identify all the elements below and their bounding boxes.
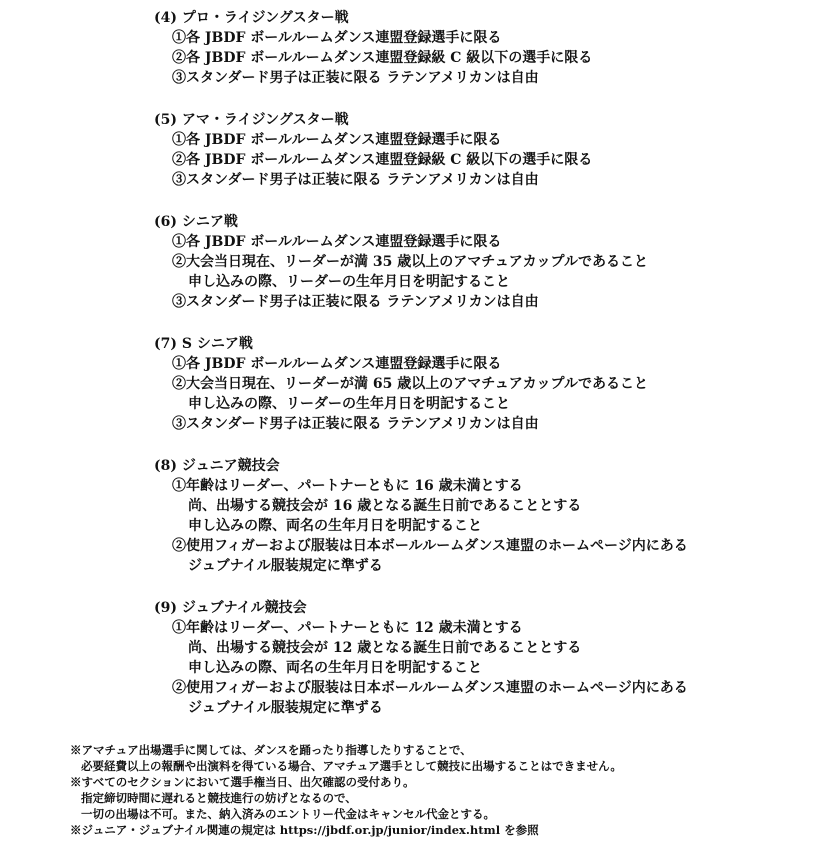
section-item: ②使用フィガーおよび服装は日本ボールルームダンス連盟のホームページ内にある <box>172 680 688 696</box>
section-item: ①年齢はリーダー、パートナーともに 16 歳未満とする <box>172 478 523 494</box>
note-line-indented: 一切の出場は不可。また、納入済みのエントリー代金はキャンセル代金とする。 <box>81 807 495 821</box>
section-item: ③スタンダード男子は正装に限る ラテンアメリカンは自由 <box>172 294 539 310</box>
section-item: ③スタンダード男子は正装に限る ラテンアメリカンは自由 <box>172 172 539 188</box>
section-item-continuation: 尚、出場する競技会が 12 歳となる誕生日前であることとする <box>188 640 582 656</box>
section-item: ③スタンダード男子は正装に限る ラテンアメリカンは自由 <box>172 70 539 86</box>
section-item: ①年齢はリーダー、パートナーともに 12 歳未満とする <box>172 620 523 636</box>
section-amateur-rising-star <box>154 110 824 190</box>
section-item: ③スタンダード男子は正装に限る ラテンアメリカンは自由 <box>172 416 539 432</box>
section-heading: (5) アマ・ライジングスター戦 <box>154 112 349 128</box>
note-line: ※すべてのセクションにおいて選手権当日、出欠確認の受付あり。 <box>70 775 415 789</box>
section-item: ①各 JBDF ボールルームダンス連盟登録選手に限る <box>172 30 502 46</box>
section-item: ②使用フィガーおよび服装は日本ボールルームダンス連盟のホームページ内にある <box>172 538 688 554</box>
section-item-continuation: 申し込みの際、両名の生年月日を明記すること <box>188 660 482 676</box>
section-item-continuation: ジュブナイル服装規定に準ずる <box>188 558 383 574</box>
note-line-indented: 必要経費以上の報酬や出演料を得ている場合、アマチュア選手として競技に出場することはできません。 <box>81 759 622 773</box>
section-juvenile <box>154 598 824 718</box>
section-item: ①各 JBDF ボールルームダンス連盟登録選手に限る <box>172 132 502 148</box>
section-super-senior <box>154 334 824 434</box>
section-heading: (9) ジュブナイル競技会 <box>154 600 307 616</box>
section-senior <box>154 212 824 312</box>
note-line-indented: 指定締切時間に遅れると競技進行の妨げとなるので、 <box>81 791 357 805</box>
section-item-continuation: 申し込みの際、両名の生年月日を明記すること <box>188 518 482 534</box>
section-item-continuation: ジュブナイル服装規定に準ずる <box>188 700 383 716</box>
section-heading: (6) シニア戦 <box>154 214 238 230</box>
footnotes <box>70 742 825 838</box>
section-item: ②大会当日現在、リーダーが満 35 歳以上のアマチュアカップルであること <box>172 254 648 270</box>
section-junior <box>154 456 824 576</box>
section-item: ②大会当日現在、リーダーが満 65 歳以上のアマチュアカップルであること <box>172 376 648 392</box>
section-heading: (7) S シニア戦 <box>154 336 253 352</box>
section-item-continuation: 申し込みの際、リーダーの生年月日を明記すること <box>188 396 510 412</box>
section-item: ②各 JBDF ボールルームダンス連盟登録級 C 級以下の選手に限る <box>172 50 593 66</box>
section-item-continuation: 申し込みの際、リーダーの生年月日を明記すること <box>188 274 510 290</box>
section-heading: (8) ジュニア競技会 <box>154 458 280 474</box>
section-heading: (4) プロ・ライジングスター戦 <box>154 10 349 26</box>
section-item-continuation: 尚、出場する競技会が 16 歳となる誕生日前であることとする <box>188 498 582 514</box>
note-line: ※アマチュア出場選手に関しては、ダンスを踊ったり指導したりすることで、 <box>70 743 472 757</box>
note-line-junior-link: ※ジュニア・ジュブナイル関連の規定は https://jbdf.or.jp/junior/index.html を参照 <box>70 823 539 837</box>
section-item: ①各 JBDF ボールルームダンス連盟登録選手に限る <box>172 356 502 372</box>
section-item: ②各 JBDF ボールルームダンス連盟登録級 C 級以下の選手に限る <box>172 152 593 168</box>
section-pro-rising-star <box>154 8 824 88</box>
section-item: ①各 JBDF ボールルームダンス連盟登録選手に限る <box>172 234 502 250</box>
